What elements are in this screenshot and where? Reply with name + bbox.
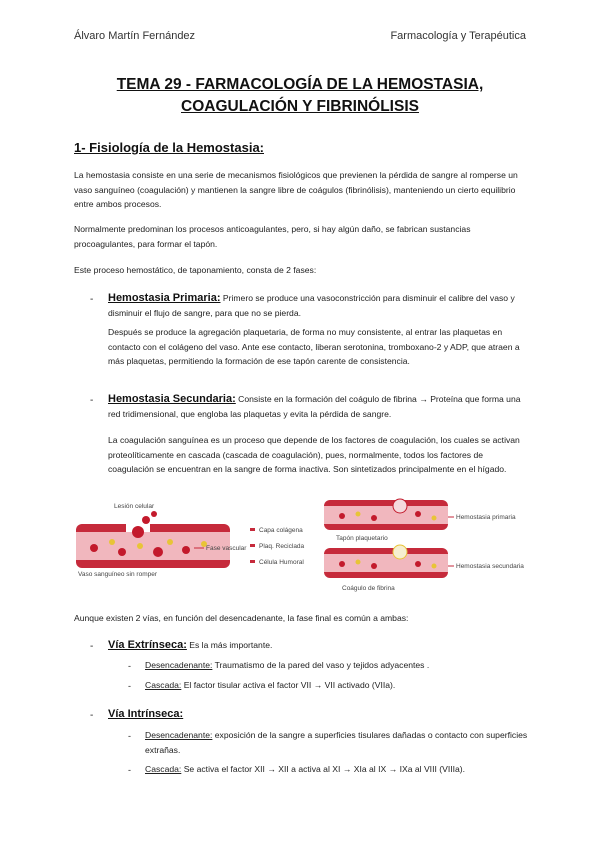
vessel-secundaria-diagram: [324, 545, 448, 578]
title-line-1: TEMA 29 - FARMACOLOGÍA DE LA HEMOSTASIA,: [116, 76, 484, 93]
paragraph-vias: Aunque existen 2 vías, en función del desencadenante, la fase final es común a ambas:: [74, 613, 409, 623]
extrinseca-item-2-label: Cascada:: [145, 680, 182, 690]
vessel-primaria-diagram: [324, 499, 448, 530]
intrinseca-item-2-text: Se activa el factor XII → XII a activa al XI → XIa al IX → IXa al VIII (VIIIa).: [183, 764, 466, 774]
primaria-text-2: Después se produce la agregación plaquetaria, de forma no muy consistente, al entrar las plaquetas en contacto con el colágeno del vaso. Ante ese contacto, liberan serotonina, tromboxano-2 y ADP, que atraen a más plaquetas, permitiendo la formación de ese tapón carente de consistencia.: [108, 327, 520, 366]
extrinseca-item-1-label: Desencadenante:: [145, 660, 213, 670]
extrinseca-item-2-text: El factor tisular activa el factor VII → VII activado (VIIa).: [183, 680, 396, 690]
intrinseca-item-2: [145, 762, 530, 777]
primaria-block: [108, 291, 526, 320]
secundaria-text-2: La coagulación sanguínea es un proceso que depende de los factores de coagulación, los cuales se activan proteolíticamente en cascada (cascada de coagulación), pues, normalmente, todos los factores de coagulación se encuentran en la sangre de forma inactiva. Son sintetizados principalmente en el hígado.: [108, 435, 520, 474]
extrinseca-block: [108, 638, 526, 653]
title-line-2: COAGULACIÓN Y FIBRINÓLISIS: [181, 98, 419, 115]
label-hem-primaria: Hemostasia primaria: [456, 514, 516, 521]
paragraph-1: La hemostasia consiste en una serie de mecanismos fisiológicos que previenen la pérdida de sangre al romperse un vaso sanguíneo (coagulación) y mantienen la sangre libre de coágulos (fibrinólisis), manteniendo un cierto equilibrio entre ambos procesos.: [74, 170, 518, 209]
sub-bullet-dash: -: [128, 765, 131, 775]
bullet-dash: -: [90, 641, 94, 652]
intrinseca-item-1-text: exposición de la sangre a superficies tisulares dañadas o contacto con superficies extrañas.: [145, 730, 528, 755]
diagram-legend: [250, 527, 305, 566]
header-author: Álvaro Martín Fernández: [74, 30, 196, 42]
bullet-dash: -: [90, 294, 94, 305]
vessel-left-diagram: [76, 511, 230, 568]
hemostasis-diagram: [74, 496, 544, 596]
page-title: [0, 74, 600, 118]
extrinseca-item-1-text: Traumatismo de la pared del vaso y tejidos adyacentes .: [214, 660, 430, 670]
intrinseca-term: Vía Intrínseca:: [108, 708, 184, 720]
label-lesion: Lesión celular: [114, 503, 155, 510]
label-vaso-normal: Vaso sanguíneo sin romper: [78, 571, 158, 578]
paragraph-3: Este proceso hemostático, de taponamiento, consta de 2 fases:: [74, 265, 317, 275]
intrinseca-block: [108, 707, 526, 722]
label-hem-secundaria: Hemostasia secundaria: [456, 563, 524, 570]
intrinseca-item-1-label: Desencadenante:: [145, 730, 213, 740]
secundaria-block: [108, 392, 526, 421]
extrinseca-text: Es la más importante.: [189, 640, 273, 650]
secundaria-term: Hemostasia Secundaria:: [108, 393, 236, 405]
label-fase-vascular: Fase vascular: [206, 545, 247, 552]
intrinseca-item-2-label: Cascada:: [145, 764, 182, 774]
intrinseca-item-1: [145, 728, 530, 757]
secundaria-text: Consiste en la formación del coágulo de fibrina → Proteína que forma una red tridimensional, que engloba las plaquetas y evita la pérdida de sangre.: [108, 394, 521, 419]
sub-bullet-dash: -: [128, 731, 131, 741]
sub-bullet-dash: -: [128, 661, 131, 671]
legend-colageno: Capa colágena: [259, 527, 303, 534]
legend-eritrocito: Célula Humoral: [259, 559, 304, 566]
label-coagulo: Coágulo de fibrina: [342, 585, 395, 592]
bullet-dash: -: [90, 395, 94, 406]
section-heading: 1- Fisiología de la Hemostasia:: [74, 140, 264, 155]
legend-plaqueta: Plaq. Reciclada: [259, 543, 305, 550]
header-subject: Farmacología y Terapéutica: [390, 30, 526, 42]
bullet-dash: -: [90, 710, 94, 721]
label-tapon: Tapón plaquetario: [336, 535, 388, 542]
sub-bullet-dash: -: [128, 681, 131, 691]
extrinseca-item-2: [145, 678, 530, 693]
paragraph-2: Normalmente predominan los procesos anticoagulantes, pero, si hay algún daño, se fabrican sustancias procoagulantes, para formar el tapón.: [74, 224, 471, 249]
primaria-term: Hemostasia Primaria:: [108, 292, 221, 304]
primaria-text: Primero se produce una vasoconstricción para disminuir el calibre del vaso y disminuir el flujo de sangre, para que no se pierda.: [108, 293, 515, 318]
extrinseca-term: Vía Extrínseca:: [108, 639, 187, 651]
extrinseca-item-1: [145, 658, 530, 673]
